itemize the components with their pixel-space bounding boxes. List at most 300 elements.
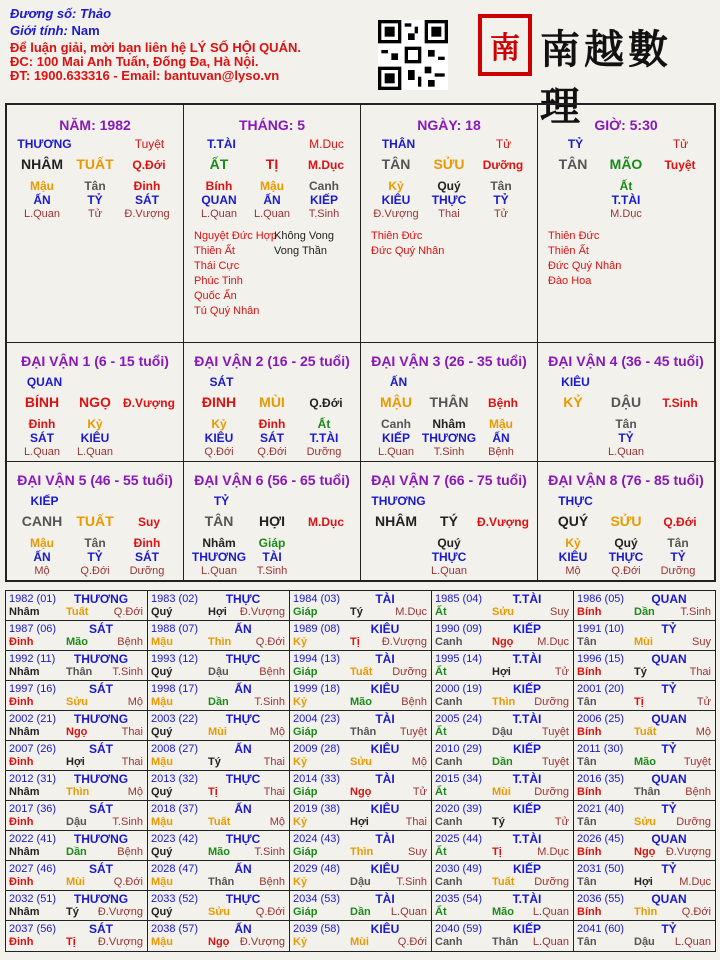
year-cell (148, 591, 290, 621)
year-ten-god: THỰC (225, 712, 261, 726)
year-label: 1983 (02) (151, 593, 199, 605)
year-branch: Mão (634, 756, 656, 768)
year-cell (574, 801, 715, 831)
year-cell (432, 621, 574, 651)
year-branch: Mùi (634, 636, 653, 648)
hidden-ten-god: KIÊU (80, 431, 110, 445)
year-stem: Quý (151, 726, 173, 738)
year-stage: Đ.Vượng (665, 846, 711, 858)
year-ten-god: KIẾP (512, 922, 541, 936)
hidden-ten-god: SÁT (135, 193, 159, 207)
heavenly-stem: QUÝ (557, 513, 589, 529)
earthly-branch: THÂN (429, 394, 469, 410)
year-stem: Nhâm (9, 606, 40, 618)
year-cell (574, 621, 715, 651)
year-stem: Tân (577, 936, 597, 948)
pillar-cell (7, 105, 184, 343)
hidden-stage: Q.Đới (257, 446, 287, 458)
year-cell (6, 921, 148, 951)
major-luck-cell (7, 462, 184, 580)
year-label: 2034 (53) (293, 893, 341, 905)
year-label: 1982 (01) (9, 593, 57, 605)
major-luck-cell (184, 343, 361, 462)
year-cell (574, 921, 715, 951)
year-stem: Kỷ (293, 636, 308, 648)
inauspicious-star: Vong Thần (274, 245, 328, 257)
year-cell (574, 891, 715, 921)
year-label: 1985 (04) (435, 593, 483, 605)
year-ten-god: SÁT (89, 682, 113, 696)
auspicious-star: Thiên Ất (194, 245, 235, 257)
pillar-title: NGÀY: 18 (417, 117, 481, 133)
year-ten-god: QUAN (651, 652, 687, 666)
auspicious-star: Nguyệt Đức Hợp (194, 230, 278, 242)
year-branch: Mão (66, 636, 88, 648)
year-cell (290, 801, 432, 831)
year-ten-god: THƯƠNG (73, 592, 129, 606)
year-branch: Sửu (208, 906, 231, 918)
year-ten-god: SÁT (89, 622, 113, 636)
year-branch: Tị (208, 786, 218, 798)
heavenly-stem: TÂN (204, 513, 234, 529)
year-ten-god: THƯƠNG (73, 832, 129, 846)
year-branch: Hợi (208, 606, 227, 618)
year-label: 2033 (52) (151, 893, 199, 905)
hidden-stem: Quý (437, 179, 461, 193)
year-label: 2015 (34) (435, 773, 483, 785)
year-cell (148, 891, 290, 921)
major-luck-cell (7, 343, 184, 462)
year-stem: Tân (577, 636, 597, 648)
year-branch: Ngọ (66, 726, 88, 738)
year-stem: Bính (577, 906, 602, 918)
gender-value: Nam (71, 23, 100, 38)
year-stem: Đinh (9, 816, 34, 828)
year-stage: Đ.Vượng (97, 906, 143, 918)
year-label: 2023 (42) (151, 833, 199, 845)
year-cell (574, 591, 715, 621)
branch-stage: T.Sinh (662, 396, 698, 410)
year-cell (432, 711, 574, 741)
year-stage: Bệnh (117, 636, 143, 648)
year-stem: Kỷ (293, 936, 308, 948)
year-stem: Ất (435, 726, 447, 738)
year-label: 2010 (29) (435, 743, 483, 755)
hidden-stage: T.Sinh (256, 565, 288, 577)
year-label: 1986 (05) (577, 593, 625, 605)
gender-label: Giới tính: (10, 23, 68, 38)
branch-stage: Đ.Vượng (123, 396, 175, 410)
year-stage: T.Sinh (396, 876, 427, 888)
year-stem: Ất (435, 606, 447, 618)
year-stem: Canh (435, 876, 463, 888)
owner-name: Đương số: Thảo (10, 6, 112, 21)
ten-god-top: TỶ (213, 494, 230, 508)
hidden-stem: Tân (84, 179, 106, 193)
hidden-stem: Bính (205, 179, 233, 193)
hidden-stem: Mậu (260, 179, 284, 193)
year-stem: Tân (577, 696, 597, 708)
heavenly-stem: ẤT (209, 156, 229, 172)
stage-top: Tử (672, 137, 689, 151)
year-stem: Nhâm (9, 906, 40, 918)
year-stage: Đ.Vượng (239, 936, 285, 948)
year-ten-god: KIẾP (512, 742, 541, 756)
year-cell (432, 861, 574, 891)
hidden-ten-god: KIẾP (309, 193, 338, 207)
year-stage: Đ.Vượng (97, 936, 143, 948)
year-stage: T.Sinh (254, 846, 285, 858)
year-stage: Tử (554, 816, 569, 828)
year-cell (148, 771, 290, 801)
year-branch: Dần (208, 696, 229, 708)
year-cell (148, 831, 290, 861)
year-stage: Mộ (127, 696, 143, 708)
year-label: 2031 (50) (577, 863, 625, 875)
year-label: 1997 (16) (9, 683, 57, 695)
year-cell (148, 651, 290, 681)
year-label: 1988 (07) (151, 623, 199, 635)
year-label: 2030 (49) (435, 863, 483, 875)
year-stage: Bệnh (685, 786, 711, 798)
stage-top: M.Dục (309, 137, 344, 151)
year-label: 2039 (58) (293, 923, 341, 935)
year-cell (290, 591, 432, 621)
year-label: 1995 (14) (435, 653, 483, 665)
year-ten-god: ẤN (234, 802, 252, 816)
year-stage: M.Dục (537, 636, 569, 648)
year-cell (6, 891, 148, 921)
year-stage: Mộ (269, 816, 285, 828)
year-branch: Tý (492, 816, 505, 828)
year-stage: Dưỡng (392, 666, 427, 678)
auspicious-star: Đức Quý Nhân (548, 260, 622, 272)
brand-name: 南越數理 (540, 26, 672, 130)
year-cell (148, 801, 290, 831)
year-branch: Tý (208, 756, 221, 768)
hidden-ten-god: ẤN (263, 193, 281, 207)
ten-god-top: THƯƠNG (371, 494, 426, 508)
year-label: 2020 (39) (435, 803, 483, 815)
year-ten-god: ẤN (234, 922, 252, 936)
pillar-cell (538, 105, 714, 343)
hidden-stem: Quý (437, 536, 461, 550)
year-label: 1999 (18) (293, 683, 341, 695)
hidden-ten-god: TỶ (87, 550, 103, 564)
year-ten-god: KIẾP (512, 862, 541, 876)
hidden-stage: L.Quan (23, 208, 61, 220)
year-branch: Hợi (634, 876, 653, 888)
year-branch: Thân (634, 786, 661, 798)
year-cell (6, 651, 148, 681)
year-stem: Giáp (293, 666, 318, 678)
year-stem: Quý (151, 786, 173, 798)
chart-grid (5, 103, 716, 582)
year-branch: Thân (350, 726, 377, 738)
year-branch: Thìn (492, 696, 516, 708)
hidden-stage: Thai (438, 208, 460, 220)
year-stage: T.Sinh (254, 696, 285, 708)
hidden-stage: Dưỡng (306, 446, 342, 458)
inauspicious-star: Không Vong (274, 230, 334, 242)
branch-stage: Đ.Vượng (477, 515, 529, 529)
year-stem: Quý (151, 606, 173, 618)
year-stem: Canh (435, 636, 463, 648)
year-stage: Tuyệt (541, 726, 569, 738)
year-branch: Dậu (208, 666, 229, 678)
earthly-branch: MÃO (609, 156, 643, 172)
year-label: 2038 (57) (151, 923, 199, 935)
year-stage: Bệnh (401, 696, 427, 708)
hidden-stem: Ất (619, 179, 633, 193)
year-label: 2008 (27) (151, 743, 199, 755)
heavenly-stem: NHÂM (21, 156, 63, 172)
earthly-branch: TỊ (265, 156, 279, 172)
hidden-ten-god: SÁT (260, 431, 284, 445)
year-branch: Dần (492, 756, 513, 768)
year-stage: Bệnh (259, 876, 285, 888)
year-label: 2011 (30) (577, 743, 624, 755)
auspicious-star: Phúc Tinh (194, 275, 243, 287)
year-label: 2021 (40) (577, 803, 625, 815)
year-cell (574, 681, 715, 711)
year-label: 2028 (47) (151, 863, 199, 875)
hidden-stem: Canh (381, 417, 411, 431)
year-label: 2016 (35) (577, 773, 625, 785)
year-stage: Dưỡng (676, 816, 711, 828)
year-ten-god: SÁT (89, 922, 113, 936)
year-branch: Thân (208, 876, 235, 888)
auspicious-star: Quốc Ấn (194, 290, 237, 302)
branch-stage: Q.Đới (132, 158, 166, 172)
year-cell (290, 651, 432, 681)
year-stage: Tử (554, 666, 569, 678)
year-cell (148, 711, 290, 741)
hidden-stem: Tân (667, 536, 689, 550)
heavenly-stem: TÂN (381, 156, 411, 172)
ten-god-top: SÁT (209, 375, 234, 389)
year-cell (574, 711, 715, 741)
hidden-stem: Tân (490, 179, 512, 193)
heavenly-stem: NHÂM (375, 513, 417, 529)
year-stem: Kỷ (293, 876, 308, 888)
year-stem: Mậu (151, 636, 173, 648)
hidden-ten-god: KIÊU (558, 550, 588, 564)
year-stem: Đinh (9, 636, 34, 648)
year-stem: Quý (151, 906, 173, 918)
year-cell (6, 591, 148, 621)
hidden-ten-god: THƯƠNG (421, 431, 477, 445)
year-label: 2035 (54) (435, 893, 483, 905)
auspicious-star: Thiên Đức (371, 230, 423, 242)
year-label: 2009 (28) (293, 743, 341, 755)
year-branch: Mùi (208, 726, 227, 738)
year-ten-god: TỶ (661, 742, 677, 756)
year-stage: Thai (121, 726, 143, 738)
pillar-cell (184, 105, 361, 343)
year-label: 2027 (46) (9, 863, 57, 875)
year-stage: Tử (412, 786, 427, 798)
year-cell (290, 921, 432, 951)
year-branch: Dậu (66, 816, 87, 828)
year-stage: Đ.Vượng (381, 636, 427, 648)
year-ten-god: TỶ (661, 862, 677, 876)
year-ten-god: T.TÀI (512, 892, 542, 906)
major-luck-title: ĐẠI VẬN 3 (26 - 35 tuổi) (371, 353, 527, 369)
year-branch: Dần (350, 906, 371, 918)
hidden-stem: Canh (309, 179, 339, 193)
hidden-stem: Mậu (489, 417, 513, 431)
hidden-stage: Dưỡng (129, 565, 165, 577)
year-label: 2022 (41) (9, 833, 57, 845)
auspicious-star: Đào Hoa (548, 275, 592, 287)
year-ten-god: THỰC (225, 772, 261, 786)
year-stem: Giáp (293, 786, 318, 798)
hidden-stem: Tân (615, 417, 637, 431)
year-branch: Thìn (208, 636, 232, 648)
hidden-stage: L.Quan (23, 446, 61, 458)
contact-note: Để luận giải, mời bạn liên hệ LÝ SỐ HỘI QUÁN. (10, 40, 301, 55)
hidden-ten-god: KIẾP (381, 431, 410, 445)
year-stem: Ất (435, 906, 447, 918)
year-stem: Đinh (9, 936, 34, 948)
hidden-ten-god: KIÊU (204, 431, 234, 445)
year-branch: Tuất (350, 666, 373, 678)
year-label: 2004 (23) (293, 713, 341, 725)
year-label: 2019 (38) (293, 803, 341, 815)
year-branch: Tị (350, 636, 360, 648)
major-luck-title: ĐẠI VẬN 6 (56 - 65 tuổi) (194, 472, 350, 488)
year-stage: M.Dục (679, 876, 711, 888)
year-stage: Q.Đới (255, 906, 285, 918)
year-ten-god: TỶ (661, 682, 677, 696)
year-branch: Dậu (634, 936, 655, 948)
year-stage: Tuyệt (541, 756, 569, 768)
branch-stage: Q.Đới (663, 515, 697, 529)
year-branch: Thìn (66, 786, 90, 798)
year-cell (432, 921, 574, 951)
hidden-stage: L.Quan (253, 208, 291, 220)
year-branch: Tuất (208, 816, 231, 828)
year-stem: Nhâm (9, 846, 40, 858)
year-label: 2005 (24) (435, 713, 483, 725)
major-luck-title: ĐẠI VẬN 5 (46 - 55 tuổi) (17, 472, 173, 488)
year-label: 2007 (26) (9, 743, 57, 755)
hidden-stage: L.Quan (76, 446, 114, 458)
major-luck-title: ĐẠI VẬN 4 (36 - 45 tuổi) (548, 353, 704, 369)
hidden-ten-god: ẤN (492, 431, 510, 445)
hidden-stem: Nhâm (432, 417, 466, 431)
year-branch: Ngọ (492, 636, 514, 648)
year-stem: Bính (577, 726, 602, 738)
year-stem: Giáp (293, 906, 318, 918)
year-stage: T.Sinh (112, 666, 143, 678)
hidden-stage: L.Quan (377, 446, 415, 458)
year-ten-god: KIÊU (370, 802, 400, 816)
year-ten-god: TỶ (661, 622, 677, 636)
year-cell (290, 891, 432, 921)
year-label: 1984 (03) (293, 593, 341, 605)
hidden-stem: Quý (614, 536, 638, 550)
year-ten-god: TÀI (375, 712, 395, 726)
year-stem: Tân (577, 756, 597, 768)
year-cell (6, 861, 148, 891)
year-stem: Canh (435, 696, 463, 708)
hidden-ten-god: T.TÀI (611, 193, 641, 207)
year-cell (432, 801, 574, 831)
year-stage: Tử (696, 696, 711, 708)
year-cell (6, 771, 148, 801)
hidden-stem: Đinh (28, 417, 56, 431)
year-ten-god: T.TÀI (512, 832, 542, 846)
year-label: 1987 (06) (9, 623, 57, 635)
earthly-branch: DẬU (610, 394, 642, 410)
year-branch: Dậu (350, 876, 371, 888)
auspicious-star: Thiên Ất (548, 245, 589, 257)
major-luck-title: ĐẠI VẬN 8 (76 - 85 tuổi) (548, 472, 704, 488)
year-label: 1993 (12) (151, 653, 199, 665)
year-branch: Tuất (492, 876, 515, 888)
pillar-title: GIỜ: 5:30 (594, 117, 658, 133)
year-branch: Ngọ (208, 936, 230, 948)
year-label: 1991 (10) (577, 623, 625, 635)
year-stage: Thai (263, 756, 285, 768)
year-branch: Tị (492, 846, 502, 858)
year-ten-god: T.TÀI (512, 712, 542, 726)
year-ten-god: QUAN (651, 712, 687, 726)
year-branch: Mùi (350, 936, 369, 948)
auspicious-star: Thiên Đức (548, 230, 600, 242)
year-label: 2014 (33) (293, 773, 341, 785)
year-ten-god: TÀI (375, 652, 395, 666)
year-ten-god: KIÊU (370, 622, 400, 636)
hidden-ten-god: TỶ (618, 431, 634, 445)
owner-info (10, 7, 301, 83)
hidden-stage: Mộ (565, 565, 581, 577)
hidden-stem: Giáp (258, 536, 286, 550)
year-branch: Thân (66, 666, 93, 678)
year-label: 1998 (17) (151, 683, 199, 695)
year-label: 2002 (21) (9, 713, 57, 725)
year-branch: Thìn (350, 846, 374, 858)
ten-god-top: TỶ (567, 137, 584, 151)
year-ten-god: T.TÀI (512, 652, 542, 666)
earthly-branch: NGỌ (79, 394, 111, 410)
hidden-ten-god: THƯƠNG (191, 550, 247, 564)
year-label: 2037 (56) (9, 923, 57, 935)
year-ten-god: ẤN (234, 622, 252, 636)
address-line: ĐC: 100 Mai Anh Tuấn, Đống Đa, Hà Nội. (10, 54, 259, 69)
year-label: 1994 (13) (293, 653, 341, 665)
year-branch: Mão (208, 846, 230, 858)
earthly-branch: TÝ (440, 513, 458, 529)
hidden-stem: Nhâm (202, 536, 236, 550)
year-branch: Ngọ (634, 846, 656, 858)
year-label: 2032 (51) (9, 893, 57, 905)
hidden-ten-god: TỶ (493, 193, 509, 207)
year-stage: Thai (263, 786, 285, 798)
year-stage: Thai (121, 756, 143, 768)
year-ten-god: QUAN (651, 892, 687, 906)
major-luck-title: ĐẠI VẬN 2 (16 - 25 tuổi) (194, 353, 350, 369)
year-branch: Tý (350, 606, 363, 618)
year-stage: T.Sinh (680, 606, 711, 618)
heavenly-stem: TÂN (558, 156, 588, 172)
year-stem: Canh (435, 936, 463, 948)
year-ten-god: TÀI (375, 892, 395, 906)
phone-email-line: ĐT: 1900.633316 - Email: bantuvan@lyso.vn (10, 68, 280, 83)
year-ten-god: SÁT (89, 862, 113, 876)
